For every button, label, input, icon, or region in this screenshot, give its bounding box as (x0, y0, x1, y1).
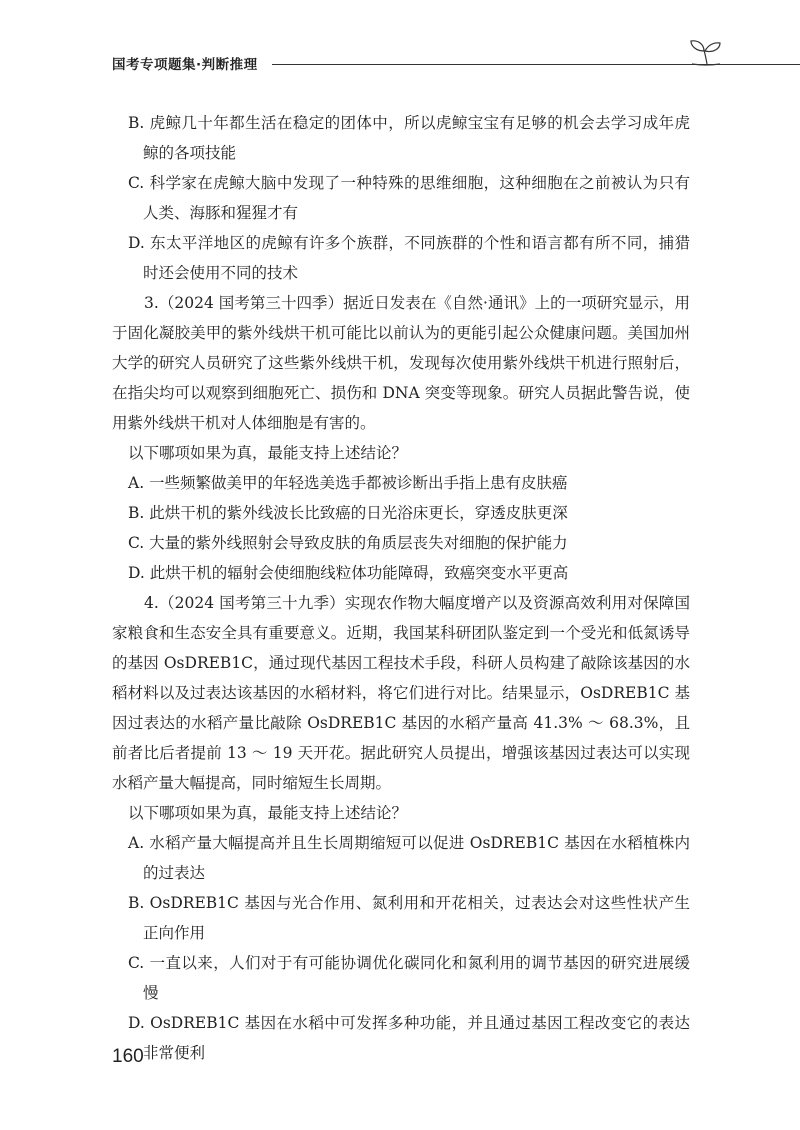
question-4-prompt: 以下哪项如果为真，最能支持上述结论？ (128, 804, 408, 822)
prev-option-c: C. 科学家在虎鲸大脑中发现了一种特殊的思维细胞，这种细胞在之前被认为只有人类、海豚和猩猩才有 (128, 174, 690, 222)
question-3-option-a: A. 一些频繁做美甲的年轻选美选手都被诊断出手指上患有皮肤癌 (128, 474, 568, 492)
running-header (112, 50, 712, 76)
prev-option-b: B. 虎鲸几十年都生活在稳定的团体中，所以虎鲸宝宝有足够的机会去学习成年虎鲸的各项技能 (128, 114, 690, 162)
question-4-option-c: C. 一直以来，人们对于有可能协调优化碳同化和氮利用的调节基因的研究进展缓慢 (128, 954, 690, 1002)
question-3-stem: 3.（2024 国考第三十四季）据近日发表在《自然·通讯》上的一项研究显示，用于固化凝胶美甲的紫外线烘干机可能比以前认为的更能引起公众健康问题。美国加州大学的研究人员研究了这些紫外线烘干机，发现每次使用紫外线烘干机进行照射后，在指尖均可以观察到细胞死亡、损伤和 DNA 突变等现象。研究人员据此警告说，使用紫外线烘干机对人体细胞是有害的。 (112, 294, 690, 432)
question-3-option-c: C. 大量的紫外线照射会导致皮肤的角质层丧失对细胞的保护能力 (128, 534, 568, 552)
question-4-option-d: D. OsDREB1C 基因在水稻中可发挥多种功能，并且通过基因工程改变它的表达非常便利 (128, 1014, 690, 1062)
question-3-option-b: B. 此烘干机的紫外线波长比致癌的日光浴床更长，穿透皮肤更深 (128, 504, 568, 522)
question-4-option-a: A. 水稻产量大幅提高并且生长周期缩短可以促进 OsDREB1C 基因在水稻植株内的过表达 (128, 834, 690, 882)
page-number: 160 (112, 1046, 144, 1067)
book-title: 国考专项题集·判断推理 (112, 57, 258, 73)
sprout-icon (686, 36, 726, 70)
page-body (112, 108, 690, 1068)
question-3-prompt: 以下哪项如果为真，最能支持上述结论？ (128, 444, 408, 462)
prev-option-d: D. 东太平洋地区的虎鲸有许多个族群，不同族群的个性和语言都有所不同，捕猎时还会使用不同的技术 (128, 234, 690, 282)
question-4-stem: 4.（2024 国考第三十九季）实现农作物大幅度增产以及资源高效利用对保障国家粮食和生态安全具有重要意义。近期，我国某科研团队鉴定到一个受光和低氮诱导的基因 OsDREB1C，通过现代基因工程技术手段，科研人员构建了敲除该基因的水稻材料以及过表达该基因的水稻材料，将它们进行对比。结果显示，OsDREB1C 基因过表达的水稻产量比敲除 OsDREB1C 基因的水稻产量高 41.3% ～ 68.3%，且前者比后者提前 13 ～ 19 天开花。据此研究人员提出，增强该基因过表达可以实现水稻产量大幅提高，同时缩短生长周期。 (112, 594, 690, 792)
question-4-option-b: B. OsDREB1C 基因与光合作用、氮利用和开花相关，过表达会对这些性状产生正向作用 (128, 894, 690, 942)
question-3-option-d: D. 此烘干机的辐射会使细胞线粒体功能障碍，致癌突变水平更高 (128, 564, 569, 582)
